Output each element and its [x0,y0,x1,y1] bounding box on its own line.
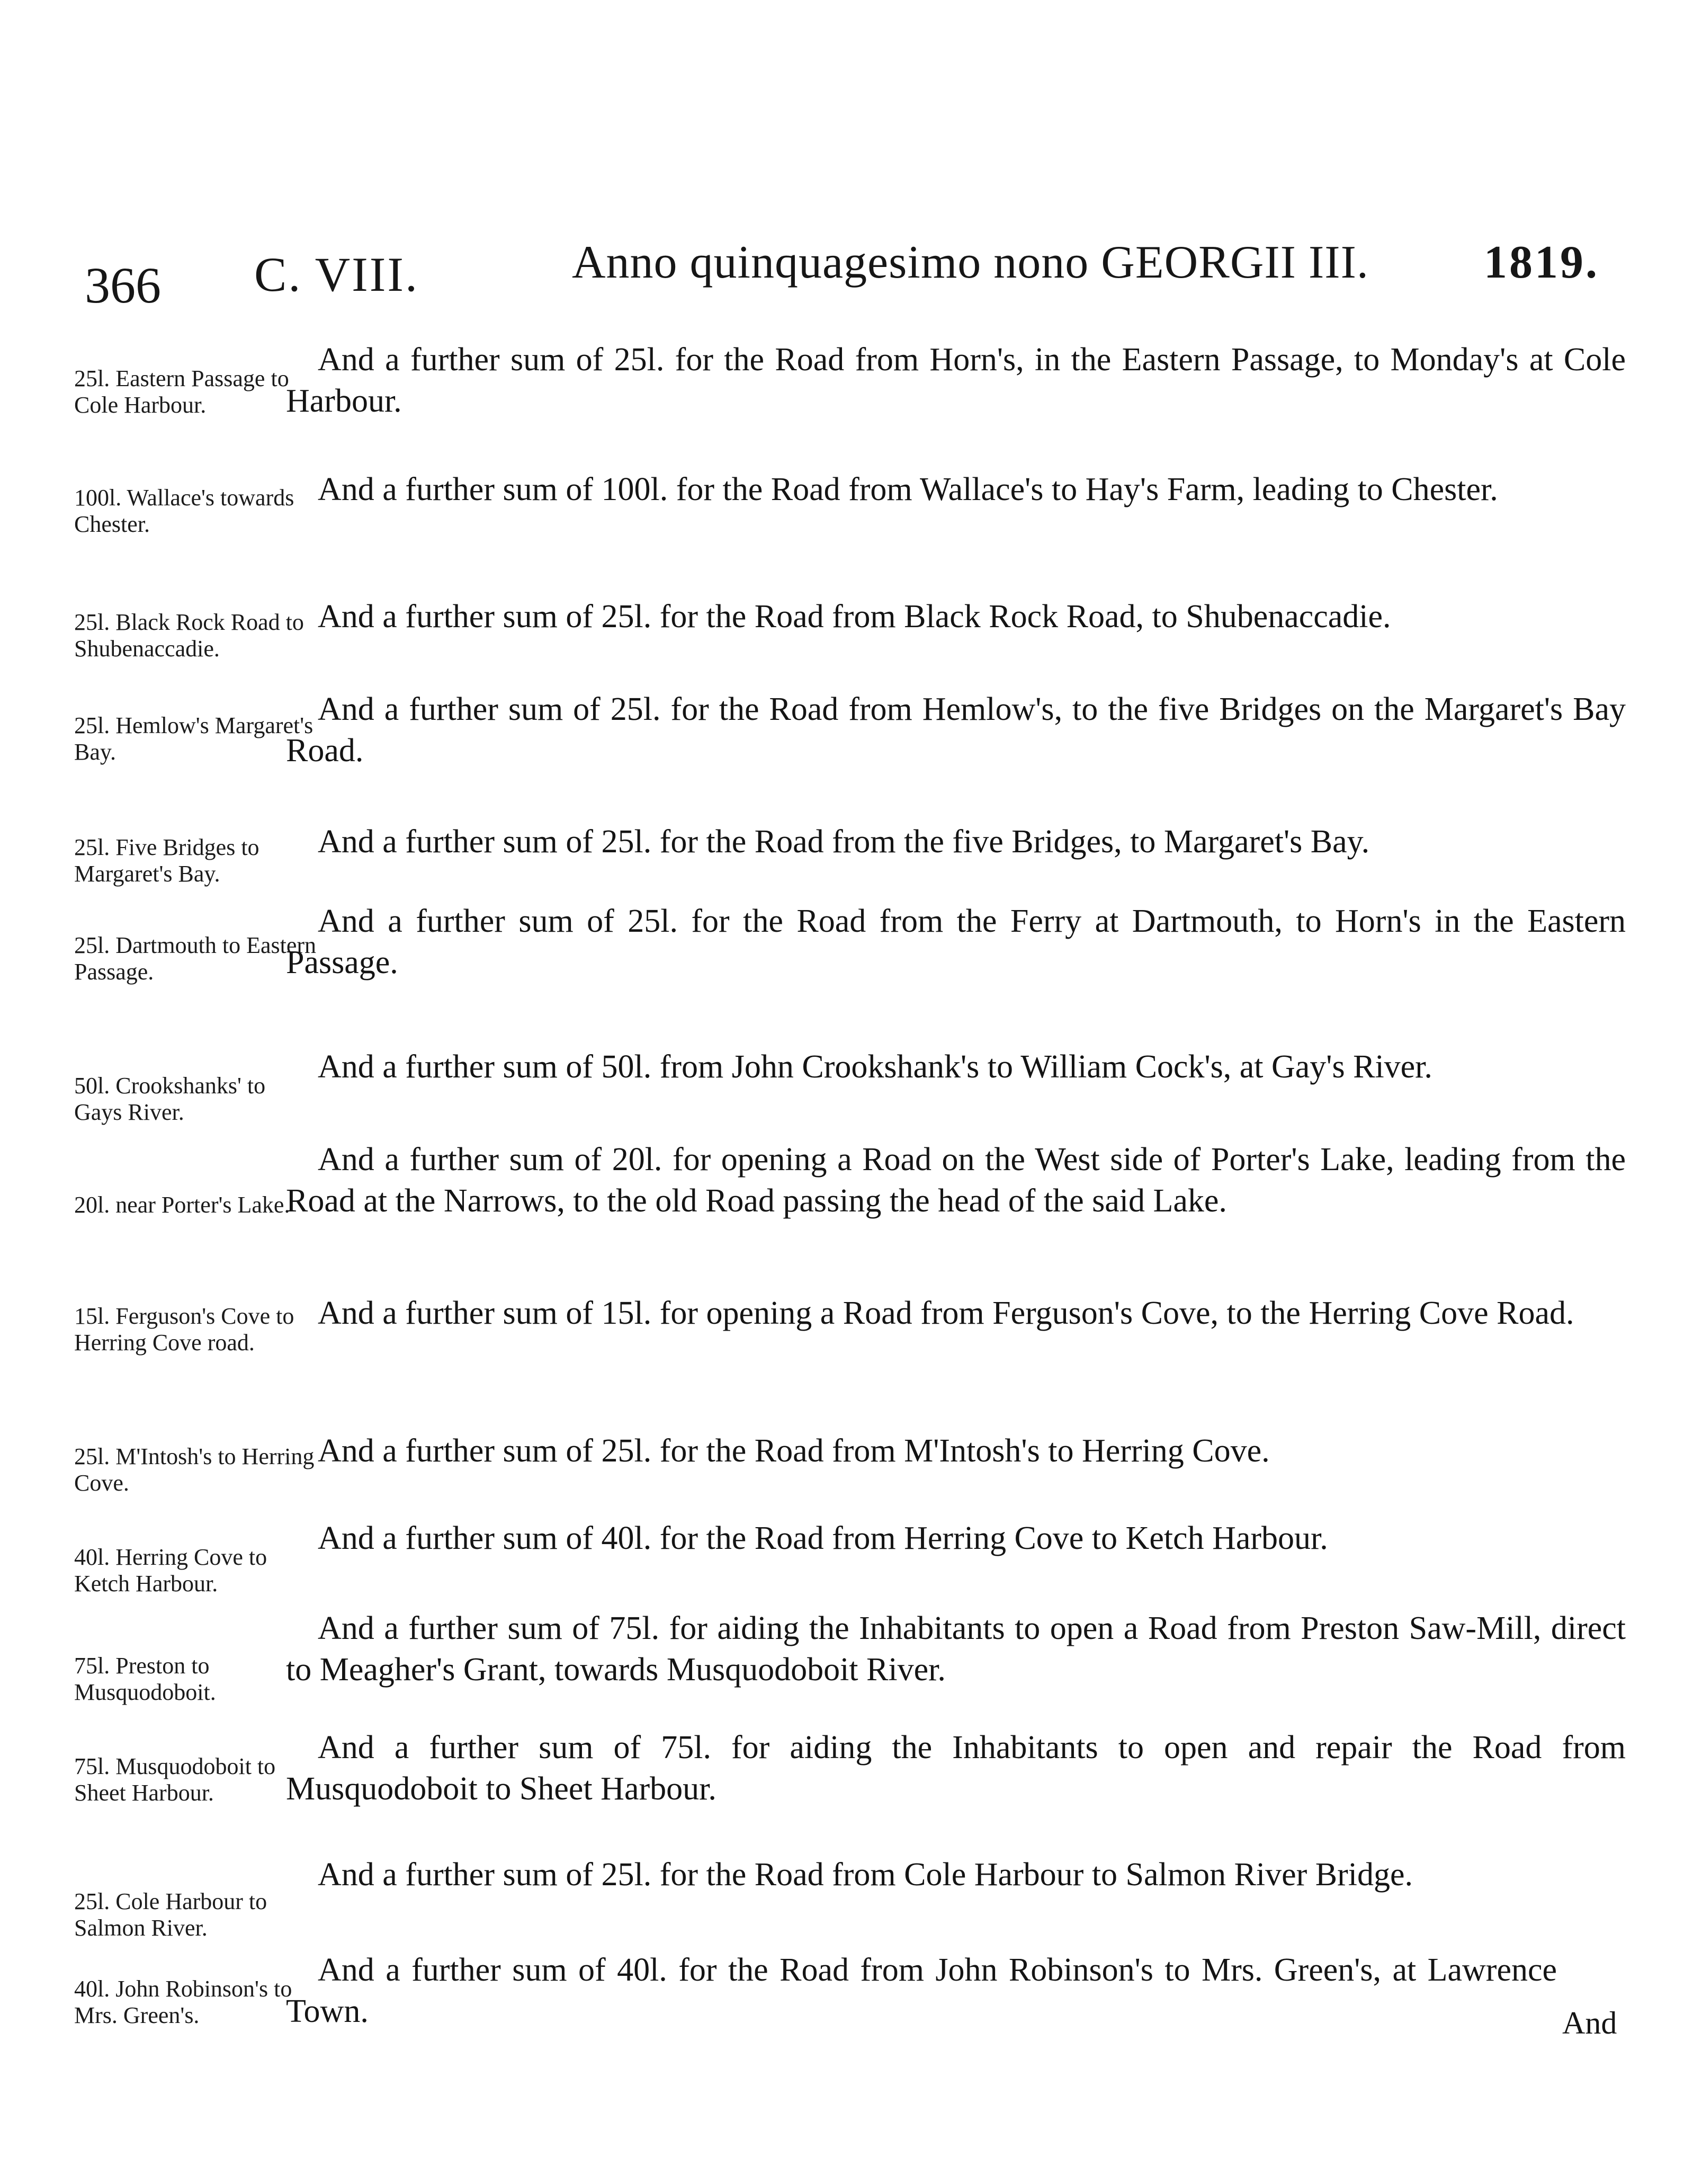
chapter-label: C. VIII. [254,247,419,301]
year: 1819. [1484,237,1599,288]
entry-paragraph [286,901,1626,983]
entry-paragraph [286,1518,1626,1559]
entry-text: And a further sum of 25l. for the Road from M'Intosh's to Herring Cove. [318,1433,1270,1469]
entry-paragraph [286,1430,1626,1472]
entry-text: And a further sum of 50l. from John Crookshank's to William Cock's, at Gay's River. [318,1049,1432,1085]
entry-text: And a further sum of 25l. for the Road from Horn's, in the Eastern Passage, to Monday's at Cole Harbour. [286,342,1626,419]
margin-note: 25l. Five Bridges to Margaret's Bay. [74,834,259,887]
margin-note: 75l. Musquodoboit to Sheet Harbour. [74,1753,276,1806]
margin-note: 75l. Preston to Musquodoboit. [74,1653,216,1705]
margin-note: 15l. Ferguson's Cove to Herring Cove road. [74,1303,294,1356]
entry-paragraph [286,1608,1626,1690]
entry-text: And a further sum of 25l. for the Road from the Ferry at Dartmouth, to Horn's in the Eastern Passage. [286,903,1626,980]
entry-paragraph [286,1949,1557,2032]
margin-note: 100l. Wallace's towards Chester. [74,485,294,537]
margin-note: 25l. Black Rock Road to Shubenaccadie. [74,609,304,662]
margin-note: 25l. Cole Harbour to Salmon River. [74,1888,267,1941]
entry-paragraph [286,821,1626,862]
entry-text: And a further sum of 75l. for aiding the Inhabitants to open and repair the Road from Musquodoboit to Sheet Harbour. [286,1730,1626,1807]
entry-paragraph [286,1854,1626,1895]
entry-text: And a further sum of 40l. for the Road from John Robinson's to Mrs. Green's, at Lawrence Town. [286,1952,1557,2029]
margin-note: 25l. Dartmouth to Eastern Passage. [74,932,317,985]
entry-text: And a further sum of 15l. for opening a Road from Ferguson's Cove, to the Herring Cove Road. [318,1295,1574,1331]
margin-note: 25l. Hemlow's Margaret's Bay. [74,712,313,765]
margin-note: 50l. Crookshanks' to Gays River. [74,1073,266,1125]
entry-paragraph [286,469,1626,510]
margin-note: 20l. near Porter's Lake. [74,1192,290,1218]
catchword: And [1562,2005,1617,2040]
entry-text: And a further sum of 25l. for the Road from Black Rock Road, to Shubenaccadie. [318,599,1391,635]
entry-text: And a further sum of 100l. for the Road from Wallace's to Hay's Farm, leading to Chester. [318,471,1498,507]
entry-paragraph [286,1139,1626,1222]
margin-note: 40l. Herring Cove to Ketch Harbour. [74,1544,267,1597]
page-header [74,209,1610,315]
entry-text: And a further sum of 25l. for the Road from Cole Harbour to Salmon River Bridge. [318,1857,1413,1893]
margin-note: 25l. Eastern Passage to Cole Harbour. [74,366,289,418]
entry-text: And a further sum of 20l. for opening a Road on the West side of Porter's Lake, leading from the Road at the Narrows, to the old Road passing the head of the said Lake. [286,1142,1626,1219]
page-number: 366 [85,257,161,314]
entry-text: And a further sum of 40l. for the Road from Herring Cove to Ketch Harbour. [318,1520,1328,1556]
entry-paragraph [286,339,1626,422]
entry-paragraph [286,1727,1626,1809]
entry-paragraph [286,689,1626,771]
margin-note: 25l. M'Intosh's to Herring Cove. [74,1443,315,1496]
entry-paragraph [286,1046,1626,1087]
entry-paragraph [286,596,1626,637]
entry-text: And a further sum of 25l. for the Road from the five Bridges, to Margaret's Bay. [318,824,1370,860]
running-title: Anno quinquagesimo nono GEORGII III. [572,237,1369,288]
entry-paragraph [286,1292,1626,1334]
entry-text: And a further sum of 25l. for the Road from Hemlow's, to the five Bridges on the Margaret's Bay Road. [286,691,1626,769]
margin-note: 40l. John Robinson's to Mrs. Green's. [74,1976,292,2028]
entry-text: And a further sum of 75l. for aiding the Inhabitants to open a Road from Preston Saw-Mill, direct to Meagher's Grant, towards Musquodoboit River. [286,1610,1626,1688]
